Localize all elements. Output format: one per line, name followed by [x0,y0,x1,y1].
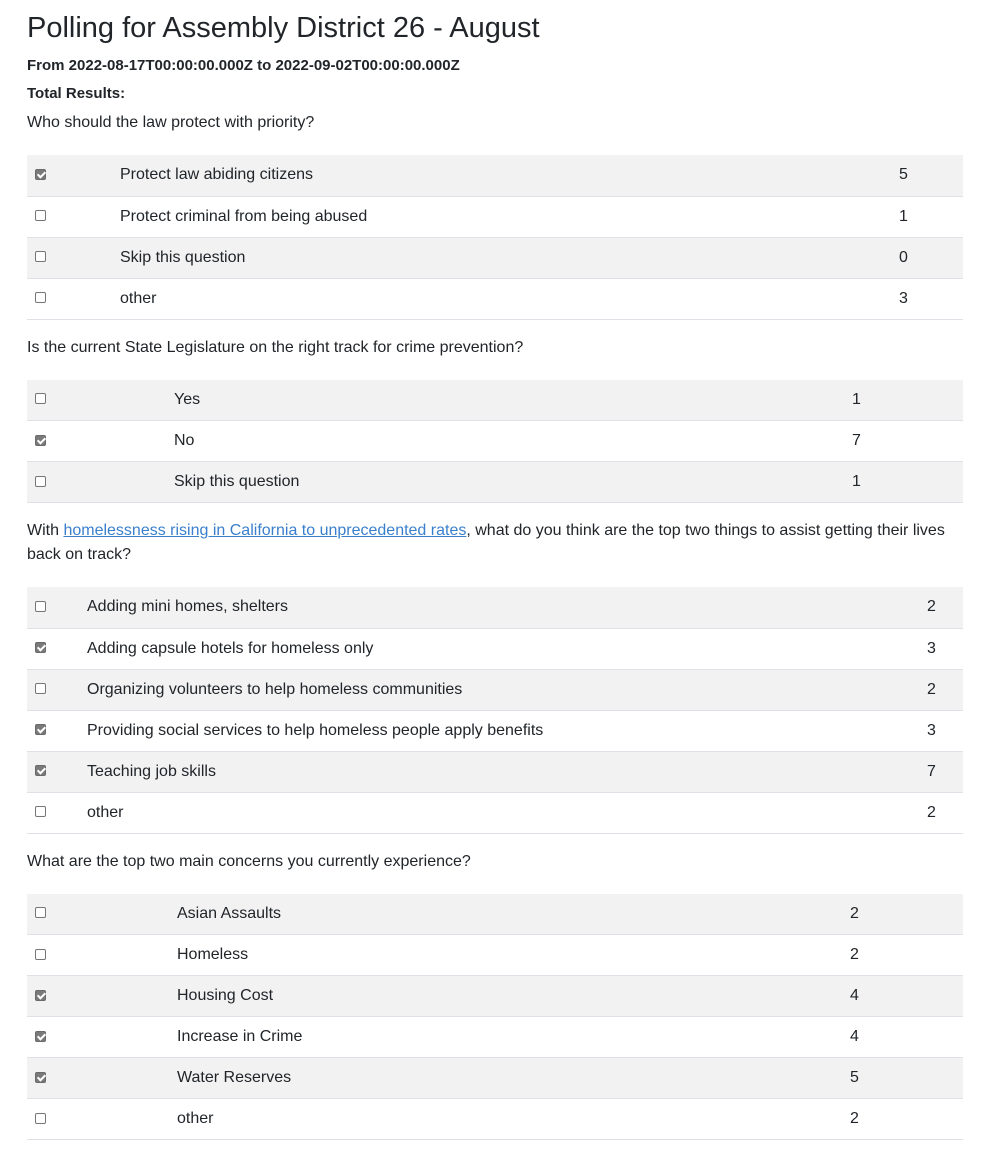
homelessness-article-link[interactable]: homelessness rising in California to unprecedented rates [63,522,467,539]
poll-results-table-1 [27,155,963,320]
vote-count: 1 [899,196,963,237]
poll-results-table-3 [27,587,963,834]
answer-checkbox[interactable] [35,990,46,1001]
vote-count: 3 [899,278,963,319]
answer-label: Increase in Crime [177,1017,850,1058]
page-title: Polling for Assembly District 26 - August [27,12,540,44]
answer-label: Homeless [177,935,850,976]
answer-label: Skip this question [120,237,899,278]
answer-label: Providing social services to help homeless people apply benefits [87,710,927,751]
vote-count: 0 [899,237,963,278]
table-row [27,669,963,710]
answer-checkbox[interactable] [35,907,46,918]
answer-checkbox[interactable] [35,292,46,303]
table-row [27,237,963,278]
poll-results-page [27,0,963,1156]
answer-label: Protect law abiding citizens [120,155,899,196]
answer-checkbox[interactable] [35,765,46,776]
table-row [27,155,963,196]
vote-count: 2 [850,1099,963,1140]
table-row [27,1017,963,1058]
answer-label: Protect criminal from being abused [120,196,899,237]
question-text: With [27,522,64,539]
vote-count: 1 [852,380,963,421]
vote-count: 2 [927,792,963,833]
total-results-label: Total Results: [27,85,126,102]
table-row [27,710,963,751]
answer-checkbox[interactable] [35,210,46,221]
vote-count: 3 [927,628,963,669]
poll-results-table-2 [27,380,963,504]
table-row [27,587,963,628]
answer-checkbox[interactable] [35,393,46,404]
question-text: , what do you think are the top two things to assist getting their lives back on track? [27,522,945,563]
answer-checkbox[interactable] [35,724,46,735]
poll-question-2: Is the current State Legislature on the right track for crime prevention? [27,338,524,356]
table-row [27,976,963,1017]
answer-label: Adding capsule hotels for homeless only [87,628,927,669]
poll-question-3 [27,519,963,567]
answer-label: Housing Cost [177,976,850,1017]
answer-checkbox[interactable] [35,435,46,446]
table-row [27,792,963,833]
vote-count: 2 [927,669,963,710]
answer-checkbox[interactable] [35,476,46,487]
answer-checkbox[interactable] [35,1031,46,1042]
vote-count: 2 [927,587,963,628]
table-row [27,1058,963,1099]
answer-checkbox[interactable] [35,251,46,262]
poll-results-table-4 [27,894,963,1141]
vote-count: 3 [927,710,963,751]
answer-label: other [120,278,899,319]
answer-label: Teaching job skills [87,751,927,792]
table-row [27,1099,963,1140]
answer-checkbox[interactable] [35,642,46,653]
answer-label: Water Reserves [177,1058,850,1099]
answer-label: No [174,421,852,462]
vote-count: 4 [850,1017,963,1058]
poll-question-4: What are the top two main concerns you currently experience? [27,852,471,870]
answer-checkbox[interactable] [35,1113,46,1124]
table-row [27,935,963,976]
answer-checkbox[interactable] [35,1072,46,1083]
vote-count: 7 [852,421,963,462]
answer-checkbox[interactable] [35,601,46,612]
vote-count: 1 [852,462,963,503]
table-row [27,462,963,503]
table-row [27,380,963,421]
table-row [27,421,963,462]
answer-label: Organizing volunteers to help homeless communities [87,669,927,710]
date-range: From 2022-08-17T00:00:00.000Z to 2022-09-02T00:00:00.000Z [27,57,460,74]
answer-label: Skip this question [174,462,852,503]
answer-label: Asian Assaults [177,894,850,935]
answer-label: other [177,1099,850,1140]
answer-checkbox[interactable] [35,683,46,694]
vote-count: 5 [899,155,963,196]
table-row [27,278,963,319]
vote-count: 2 [850,894,963,935]
answer-checkbox[interactable] [35,806,46,817]
table-row [27,628,963,669]
answer-label: Adding mini homes, shelters [87,587,927,628]
vote-count: 4 [850,976,963,1017]
answer-label: other [87,792,927,833]
answer-checkbox[interactable] [35,949,46,960]
table-row [27,894,963,935]
answer-label: Yes [174,380,852,421]
table-row [27,751,963,792]
vote-count: 7 [927,751,963,792]
vote-count: 5 [850,1058,963,1099]
vote-count: 2 [850,935,963,976]
poll-question-1: Who should the law protect with priority? [27,114,315,131]
table-row [27,196,963,237]
answer-checkbox[interactable] [35,169,46,180]
